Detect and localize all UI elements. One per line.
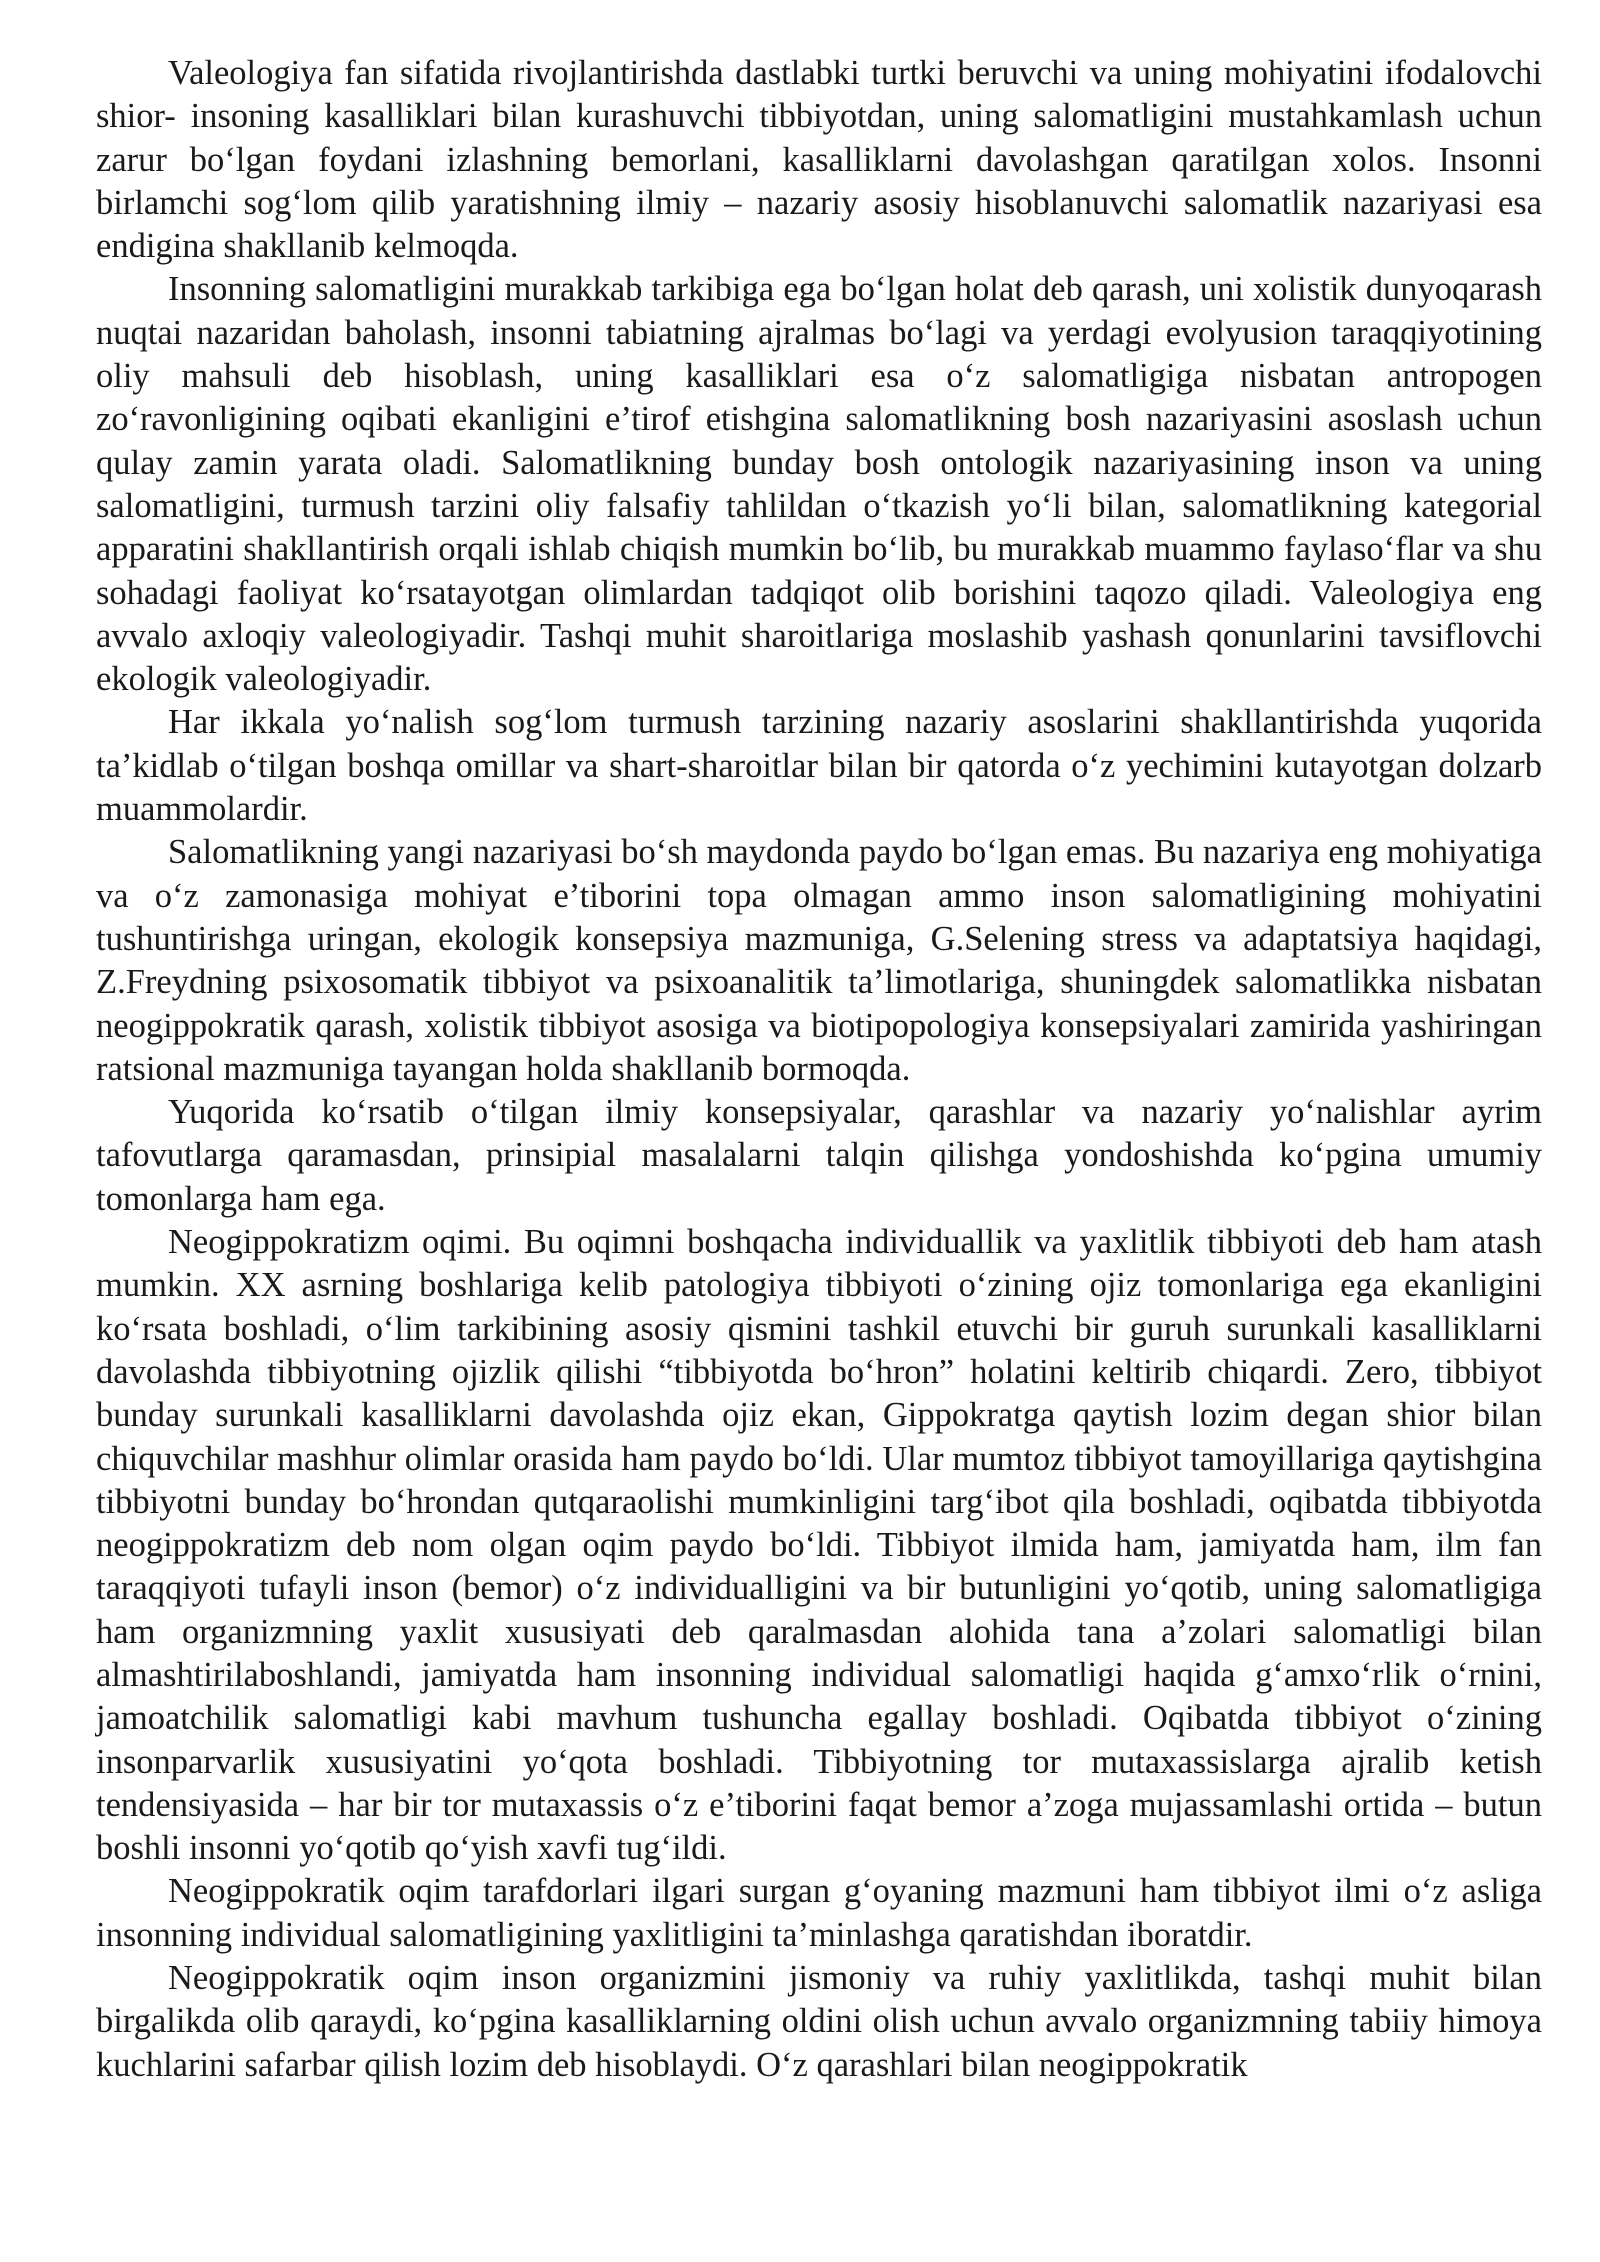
paragraph-ikkala-yonalish: Har ikkala yo‘nalish sog‘lom turmush tarzining nazariy asoslarini shakllantirishda yuqorida ta’kidlab o‘tilgan boshqa omillar va shart-sharoitlar bilan bir qatorda o‘z yechimini kutayotgan dolzarb muammolardir. xyxy=(96,703,1542,829)
paragraph-neogippokratik-tarafdorlar: Neogippokratik oqim tarafdorlari ilgari surgan g‘oyaning mazmuni ham tibbiyot ilmi o‘z asliga insonning individual salomatligining yaxlitligini ta’minlashga qaratishdan iboratdir. xyxy=(96,1872,1542,1954)
paragraph-neogippokratik-organizm: Neogippokratik oqim inson organizmini jismoniy va ruhiy yaxlitlikda, tashqi muhit bilan birgalikda olib qaraydi, ko‘pgina kasalliklarning oldini olish uchun avvalo organizmning tabiiy himoya kuchlarini safarbar qilish lozim deb hisoblaydi. O‘z qarashlari bilan neogippokratik xyxy=(96,1959,1542,2084)
document-page xyxy=(96,52,1542,2087)
paragraph-ilmiy-konsepsiyalar: Yuqorida ko‘rsatib o‘tilgan ilmiy konsepsiyalar, qarashlar va nazariy yo‘nalishlar ayrim tafovutlarga qaramasdan, prinsipial masalalarni talqin qilishga yondoshishda ko‘pgina umumiy tomonlarga ham ega. xyxy=(96,1093,1542,1218)
paragraph-salomatlik-nazariyasi: Insonning salomatligini murakkab tarkibiga ega bo‘lgan holat deb qarash, uni xolistik dunyoqarash nuqtai nazaridan baholash, insonni tabiatning ajralmas bo‘lagi va yerdagi evolyusion taraqqiyotining oliy mahsuli deb hisoblash, uning kasalliklari esa o‘z salomatligiga nisbatan antropogen zo‘ravonligining oqibati ekanligini e’tirof etishgina salomatlikning bosh nazariyasini asoslash uchun qulay zamin yarata oladi. Salomatlikning bunday bosh ontologik nazariyasining inson va uning salomatligini, turmush tarzini oliy falsafiy tahlildan o‘tkazish yo‘li bilan, salomatlikning kategorial apparatini shakllantirish orqali ishlab chiqish mumkin bo‘lib, bu murakkab muammo faylaso‘flar va shu sohadagi faoliyat ko‘rsatayotgan olimlardan tadqiqot olib borishini taqozo qiladi. Valeologiya eng avvalo axloqiy valeologiyadir. Tashqi muhit sharoitlariga moslashib yashash qonunlarini tavsiflovchi ekologik valeologiyadir. xyxy=(96,270,1542,699)
paragraph-neogippokratizm-oqimi: Neogippokratizm oqimi. Bu oqimni boshqacha individuallik va yaxlitlik tibbiyoti deb ham atash mumkin. XX asrning boshlariga kelib patologiya tibbiyoti o‘zining ojiz tomonlariga ega ekanligini ko‘rsata boshladi, o‘lim tarkibining asosiy qismini tashkil etuvchi bir guruh surunkali kasalliklarni davolashda tibbiyotning ojizlik qilishi “tibbiyotda bo‘hron” holatini keltirib chiqardi. Zero, tibbiyot bunday surunkali kasalliklarni davolashda ojiz ekan, Gippokratga qaytish lozim degan shior bilan chiquvchilar mashhur olimlar orasida ham paydo bo‘ldi. Ular mumtoz tibbiyot tamoyillariga qaytishgina tibbiyotni bunday bo‘hrondan qutqaraolishi mumkinligini targ‘ibot qila boshladi, oqibatda tibbiyotda neogippokratizm deb nom olgan oqim paydo bo‘ldi. Tibbiyot ilmida ham, jamiyatda ham, ilm fan taraqqiyoti tufayli inson (bemor) o‘z individualligini va bir butunligini yo‘qotib, uning salomatligiga ham organizmning yaxlit xususiyati deb qaralmasdan alohida tana a’zolari salomatligi bilan almashtirilaboshlandi, jamiyatda ham insonning individual salomatligi haqida g‘amxo‘rlik o‘rnini, jamoatchilik salomatligi kabi mavhum tushuncha egallay boshladi. Oqibatda tibbiyot o‘zining insonparvarlik xususiyatini yo‘qota boshladi. Tibbiyotning tor mutaxassislarga ajralib ketish tendensiyasida – har bir tor mutaxassis o‘z e’tiborini faqat bemor a’zoga mujassamlashi ortida – butun boshli insonni yo‘qotib qo‘yish xavfi tug‘ildi. xyxy=(96,1223,1542,1868)
paragraph-valeologiya-intro: Valeologiya fan sifatida rivojlantirishda dastlabki turtki beruvchi va uning mohiyatini ifodalovchi shior- insoning kasalliklari bilan kurashuvchi tibbiyotdan, uning salomatligini mustahkamlash uchun zarur bo‘lgan foydani izlashning bemorlani, kasalliklarni davolashgan qaratilgan xolos. Insonni birlamchi sog‘lom qilib yaratishning ilmiy – nazariy asosiy hisoblanuvchi salomatlik nazariyasi esa endigina shakllanib kelmoqda. xyxy=(96,54,1542,266)
paragraph-yangi-nazariya: Salomatlikning yangi nazariyasi bo‘sh maydonda paydo bo‘lgan emas. Bu nazariya eng mohiyatiga va o‘z zamonasiga mohiyat e’tiborini topa olmagan ammo inson salomatligining mohiyatini tushuntirishga uringan, ekologik konsepsiya mazmuniga, G.Selening stress va adaptatsiya haqidagi, Z.Freydning psixosomatik tibbiyot va psixoanalitik ta’limotlariga, shuningdek salomatlikka nisbatan neogippokratik qarash, xolistik tibbiyot asosiga va biotipopologiya konsepsiyalari zamirida yashiringan ratsional mazmuniga tayangan holda shakllanib bormoqda. xyxy=(96,833,1542,1088)
